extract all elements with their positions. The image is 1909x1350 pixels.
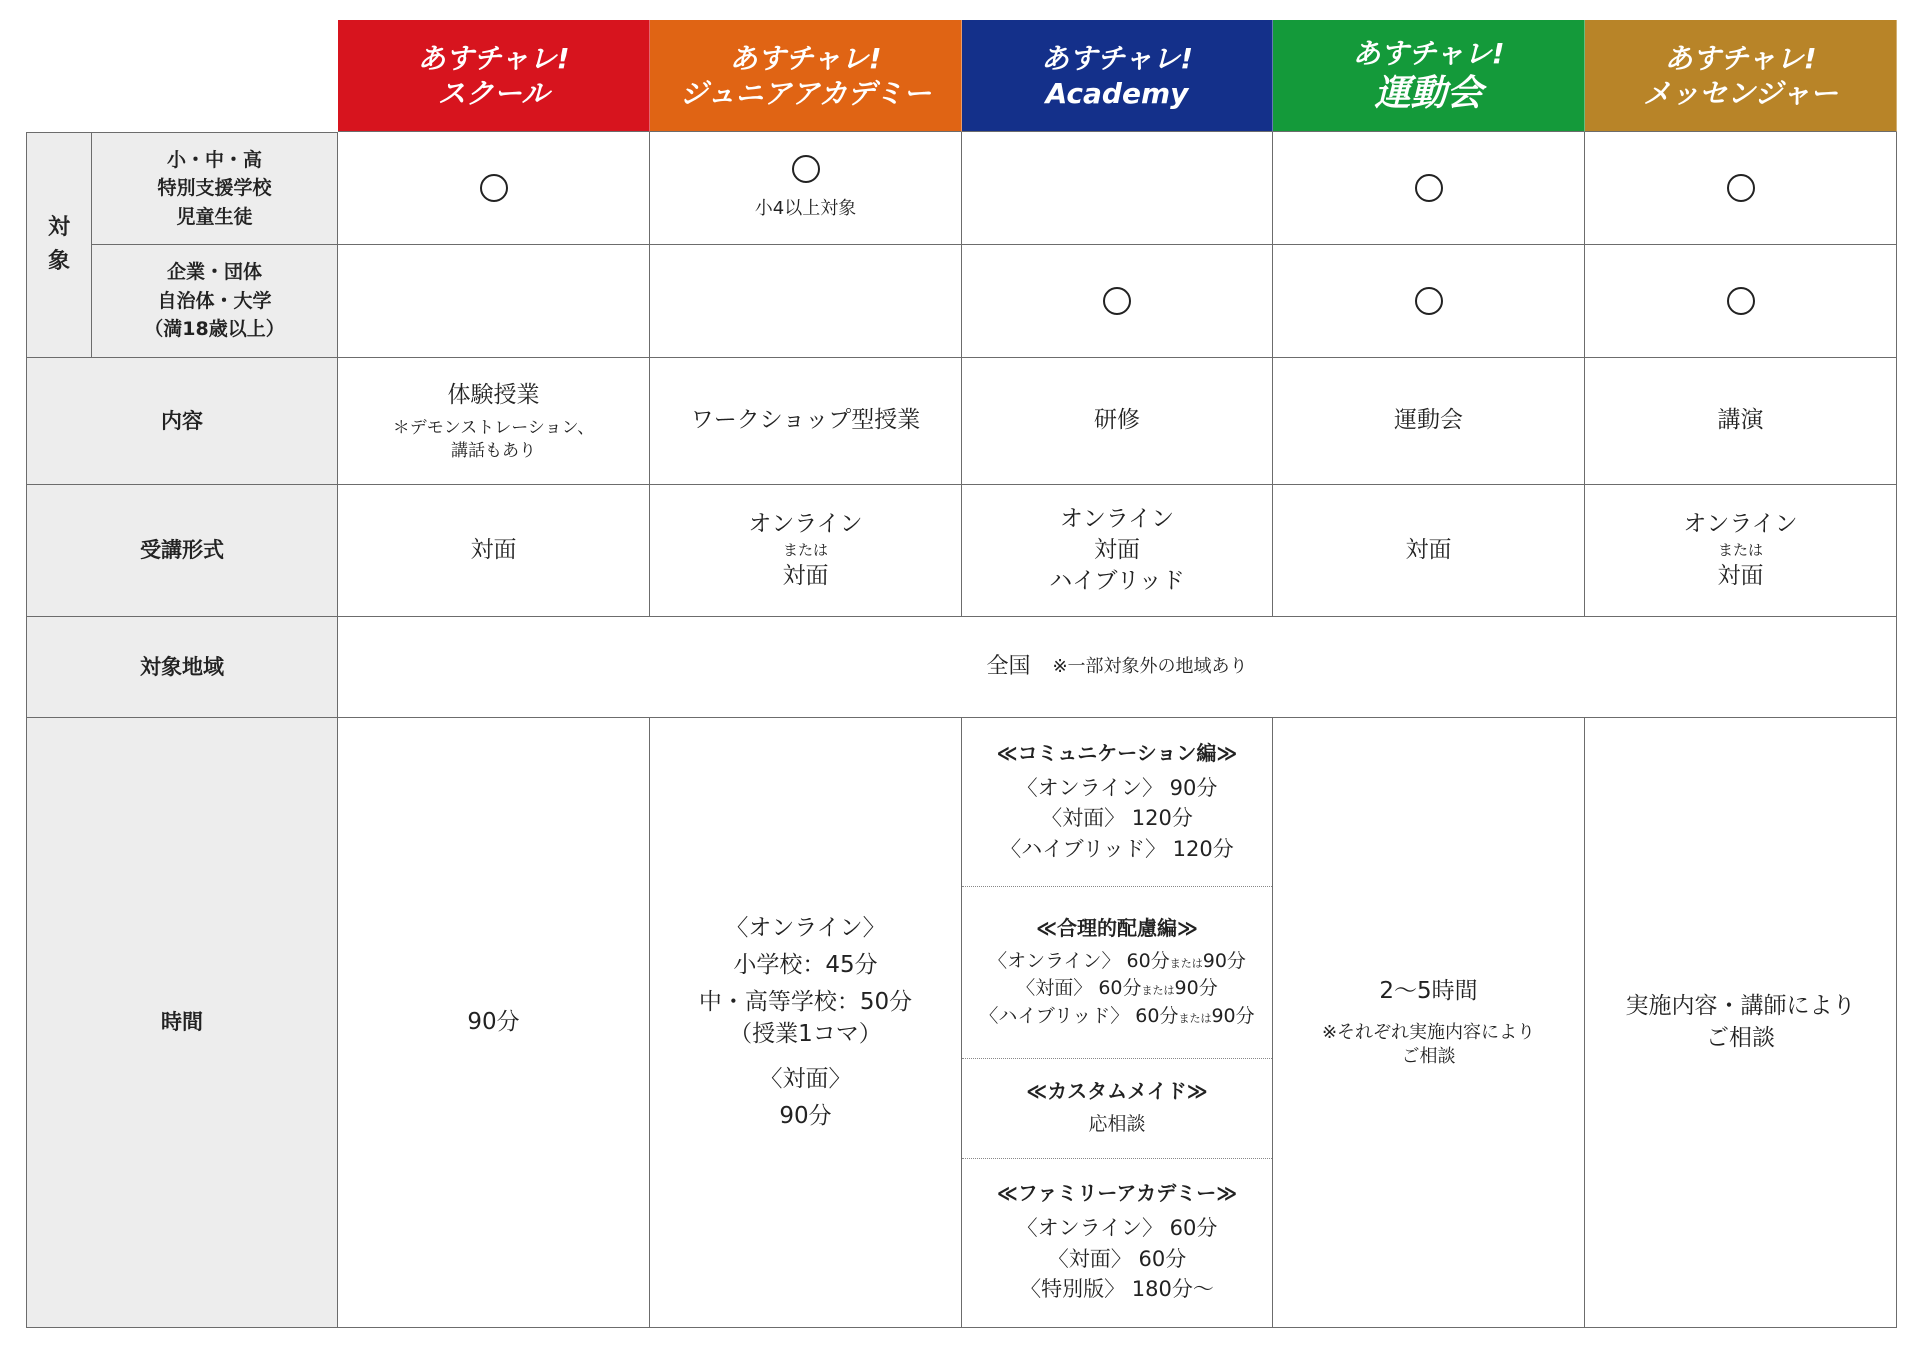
format-academy-cell: [962, 485, 1273, 617]
students-junior-cell: [650, 132, 962, 245]
content-messenger-text: 講演: [1717, 407, 1764, 434]
academy-reason-hybrid: [979, 1003, 1254, 1031]
target-students-line2: 特別支援学校: [157, 177, 272, 200]
academy-family-special: 〈特別版〉 180分〜: [1020, 1277, 1214, 1302]
format-school-cell: [338, 485, 650, 617]
region-cell: [338, 617, 1897, 718]
format-messenger-line1: オンライン: [1683, 511, 1798, 538]
content-messenger-cell: [1585, 358, 1897, 485]
content-school-main: 体験授業: [447, 381, 540, 408]
adults-academy-cell: [962, 245, 1273, 358]
content-academy-text: 研修: [1094, 407, 1140, 434]
students-sports-cell: [1273, 132, 1585, 245]
time-messenger-line2: ご相談: [1706, 1024, 1775, 1051]
content-school-note2: 講話もあり: [451, 440, 536, 461]
header-academy-line2: Academy: [1045, 76, 1189, 110]
academy-reason-online-a: 〈オンライン〉 60分: [988, 949, 1170, 972]
target-students-line1: 小・中・高: [166, 148, 262, 171]
junior-target-note: 小4以上対象: [754, 197, 857, 219]
academy-reason-inperson-a: 〈対面〉 60分: [1016, 977, 1142, 1000]
academy-communication-title: ≪コミュニケーション編≫: [996, 740, 1238, 765]
time-academy-cell: [962, 718, 1273, 1328]
academy-reason-online: [988, 948, 1246, 976]
adults-sports-cell: [1273, 245, 1585, 358]
academy-reason-hybrid-b: 90分: [1211, 1004, 1255, 1027]
academy-communication-online: 〈オンライン〉 90分: [1016, 775, 1218, 800]
header-messenger: [1585, 20, 1897, 132]
header-sports-day: [1273, 20, 1585, 132]
students-messenger-cell: [1585, 132, 1897, 245]
format-messenger-cell: [1585, 485, 1897, 617]
format-school-text: 対面: [470, 536, 517, 563]
academy-family-online: 〈オンライン〉 60分: [1016, 1216, 1218, 1241]
header-messenger-line2: メッセンジャー: [1643, 76, 1838, 110]
format-sports-text: 対面: [1405, 536, 1452, 563]
header-junior-line2: ジュニアアカデミー: [679, 76, 932, 110]
program-comparison-table: [26, 20, 1897, 1328]
time-junior-elementary: 小学校：45分: [733, 952, 878, 979]
academy-communication-block: [962, 718, 1272, 886]
header-school-line1: あすチャレ!: [417, 41, 570, 75]
academy-reason-inperson-b: 90分: [1174, 977, 1218, 1000]
academy-reason-inperson-or: または: [1141, 984, 1175, 998]
content-label-text: 内容: [161, 408, 203, 433]
academy-communication-inperson: 〈対面〉 120分: [1041, 806, 1193, 831]
circle-mark-icon: [1727, 174, 1755, 202]
region-note: ※一部対象外の地域あり: [1052, 655, 1248, 677]
content-label: [26, 358, 338, 485]
time-school-cell: [338, 718, 650, 1328]
academy-custom-value: 応相談: [1088, 1113, 1146, 1136]
region-value: 全国: [986, 654, 1031, 680]
academy-reasonable-accommodation-block: [962, 886, 1272, 1058]
time-label: [26, 718, 338, 1328]
academy-reason-hybrid-or: または: [1178, 1011, 1212, 1025]
content-junior-cell: [650, 358, 962, 485]
students-school-cell: [338, 132, 650, 245]
region-label-text: 対象地域: [140, 654, 224, 679]
header-sports-line2: 運動会: [1374, 72, 1483, 114]
time-sports-note2: ご相談: [1401, 1046, 1456, 1068]
header-academy-line1: あすチャレ!: [1041, 41, 1193, 75]
academy-family-block: [962, 1158, 1272, 1326]
format-messenger-or: または: [1717, 541, 1763, 560]
time-messenger-line1: 実施内容・講師により: [1625, 993, 1856, 1020]
academy-communication-hybrid: 〈ハイブリッド〉 120分: [1000, 836, 1234, 861]
format-label: [26, 485, 338, 617]
time-junior-online-label: 〈オンライン〉: [725, 915, 886, 942]
adults-junior-cell: [650, 245, 962, 358]
content-junior-text: ワークショップ型授業: [690, 407, 921, 434]
circle-mark-icon: [1103, 287, 1131, 315]
header-academy: [962, 20, 1273, 132]
format-junior-or: または: [782, 541, 828, 560]
time-sports-note1: ※それぞれ実施内容により: [1321, 1021, 1536, 1043]
content-school-cell: [338, 358, 650, 485]
format-academy-line1: オンライン: [1059, 505, 1175, 532]
content-school-note1: ＊デモンストレーション、: [392, 417, 595, 438]
format-sports-cell: [1273, 485, 1585, 617]
target-students-label: [92, 132, 338, 245]
time-sports-main: 2〜5時間: [1379, 977, 1478, 1004]
target-adults-line3: （満18歳以上）: [144, 318, 285, 341]
header-junior-academy: [650, 20, 962, 132]
adults-school-cell: [338, 245, 650, 358]
academy-reason-title: ≪合理的配慮編≫: [1036, 915, 1198, 940]
circle-mark-icon: [792, 155, 820, 183]
header-corner: [26, 20, 338, 132]
circle-mark-icon: [1415, 287, 1443, 315]
content-sports-text: 運動会: [1394, 407, 1463, 434]
time-junior-inperson: 90分: [779, 1102, 832, 1129]
circle-mark-icon: [480, 174, 508, 202]
adults-messenger-cell: [1585, 245, 1897, 358]
academy-family-inperson: 〈対面〉 60分: [1047, 1246, 1187, 1271]
header-school: [338, 20, 650, 132]
time-messenger-cell: [1585, 718, 1897, 1328]
time-label-text: 時間: [161, 1010, 203, 1035]
header-junior-line1: あすチャレ!: [729, 41, 882, 75]
academy-reason-inperson: [1016, 975, 1217, 1003]
format-junior-cell: [650, 485, 962, 617]
academy-reason-hybrid-a: 〈ハイブリッド〉 60分: [979, 1004, 1179, 1027]
academy-custom-title: ≪カスタムメイド≫: [1026, 1079, 1208, 1104]
academy-family-title: ≪ファミリーアカデミー≫: [996, 1181, 1238, 1206]
circle-mark-icon: [1727, 287, 1755, 315]
academy-reason-online-b: 90分: [1202, 949, 1246, 972]
header-messenger-line1: あすチャレ!: [1664, 41, 1817, 75]
content-academy-cell: [962, 358, 1273, 485]
time-school-text: 90分: [467, 1008, 520, 1035]
format-messenger-line2: 対面: [1717, 562, 1764, 589]
target-label: [26, 132, 92, 358]
format-academy-line3: ハイブリッド: [1049, 568, 1185, 595]
academy-reason-online-or: または: [1169, 956, 1203, 970]
header-school-line2: スクール: [437, 76, 550, 110]
target-label-line1: 対: [47, 214, 70, 240]
target-adults-line1: 企業・団体: [166, 261, 262, 284]
header-sports-line1: あすチャレ!: [1352, 36, 1505, 70]
format-label-text: 受講形式: [140, 538, 224, 563]
academy-custom-block: [962, 1058, 1272, 1158]
time-junior-secondary: 中・高等学校：50分: [698, 989, 913, 1016]
time-sports-cell: [1273, 718, 1585, 1328]
students-academy-cell: [962, 132, 1273, 245]
circle-mark-icon: [1415, 174, 1443, 202]
region-label: [26, 617, 338, 718]
time-junior-cell: [650, 718, 962, 1328]
target-label-line2: 象: [47, 249, 70, 274]
target-adults-label: [92, 245, 338, 358]
format-junior-line2: 対面: [782, 562, 829, 589]
target-students-line3: 児童生徒: [176, 205, 253, 228]
format-junior-line1: オンライン: [748, 511, 863, 538]
format-academy-line2: 対面: [1094, 536, 1140, 563]
content-sports-cell: [1273, 358, 1585, 485]
target-adults-line2: 自治体・大学: [157, 289, 272, 312]
time-junior-inperson-label: 〈対面〉: [759, 1065, 852, 1092]
time-junior-class-unit: （授業1コマ）: [729, 1020, 882, 1047]
